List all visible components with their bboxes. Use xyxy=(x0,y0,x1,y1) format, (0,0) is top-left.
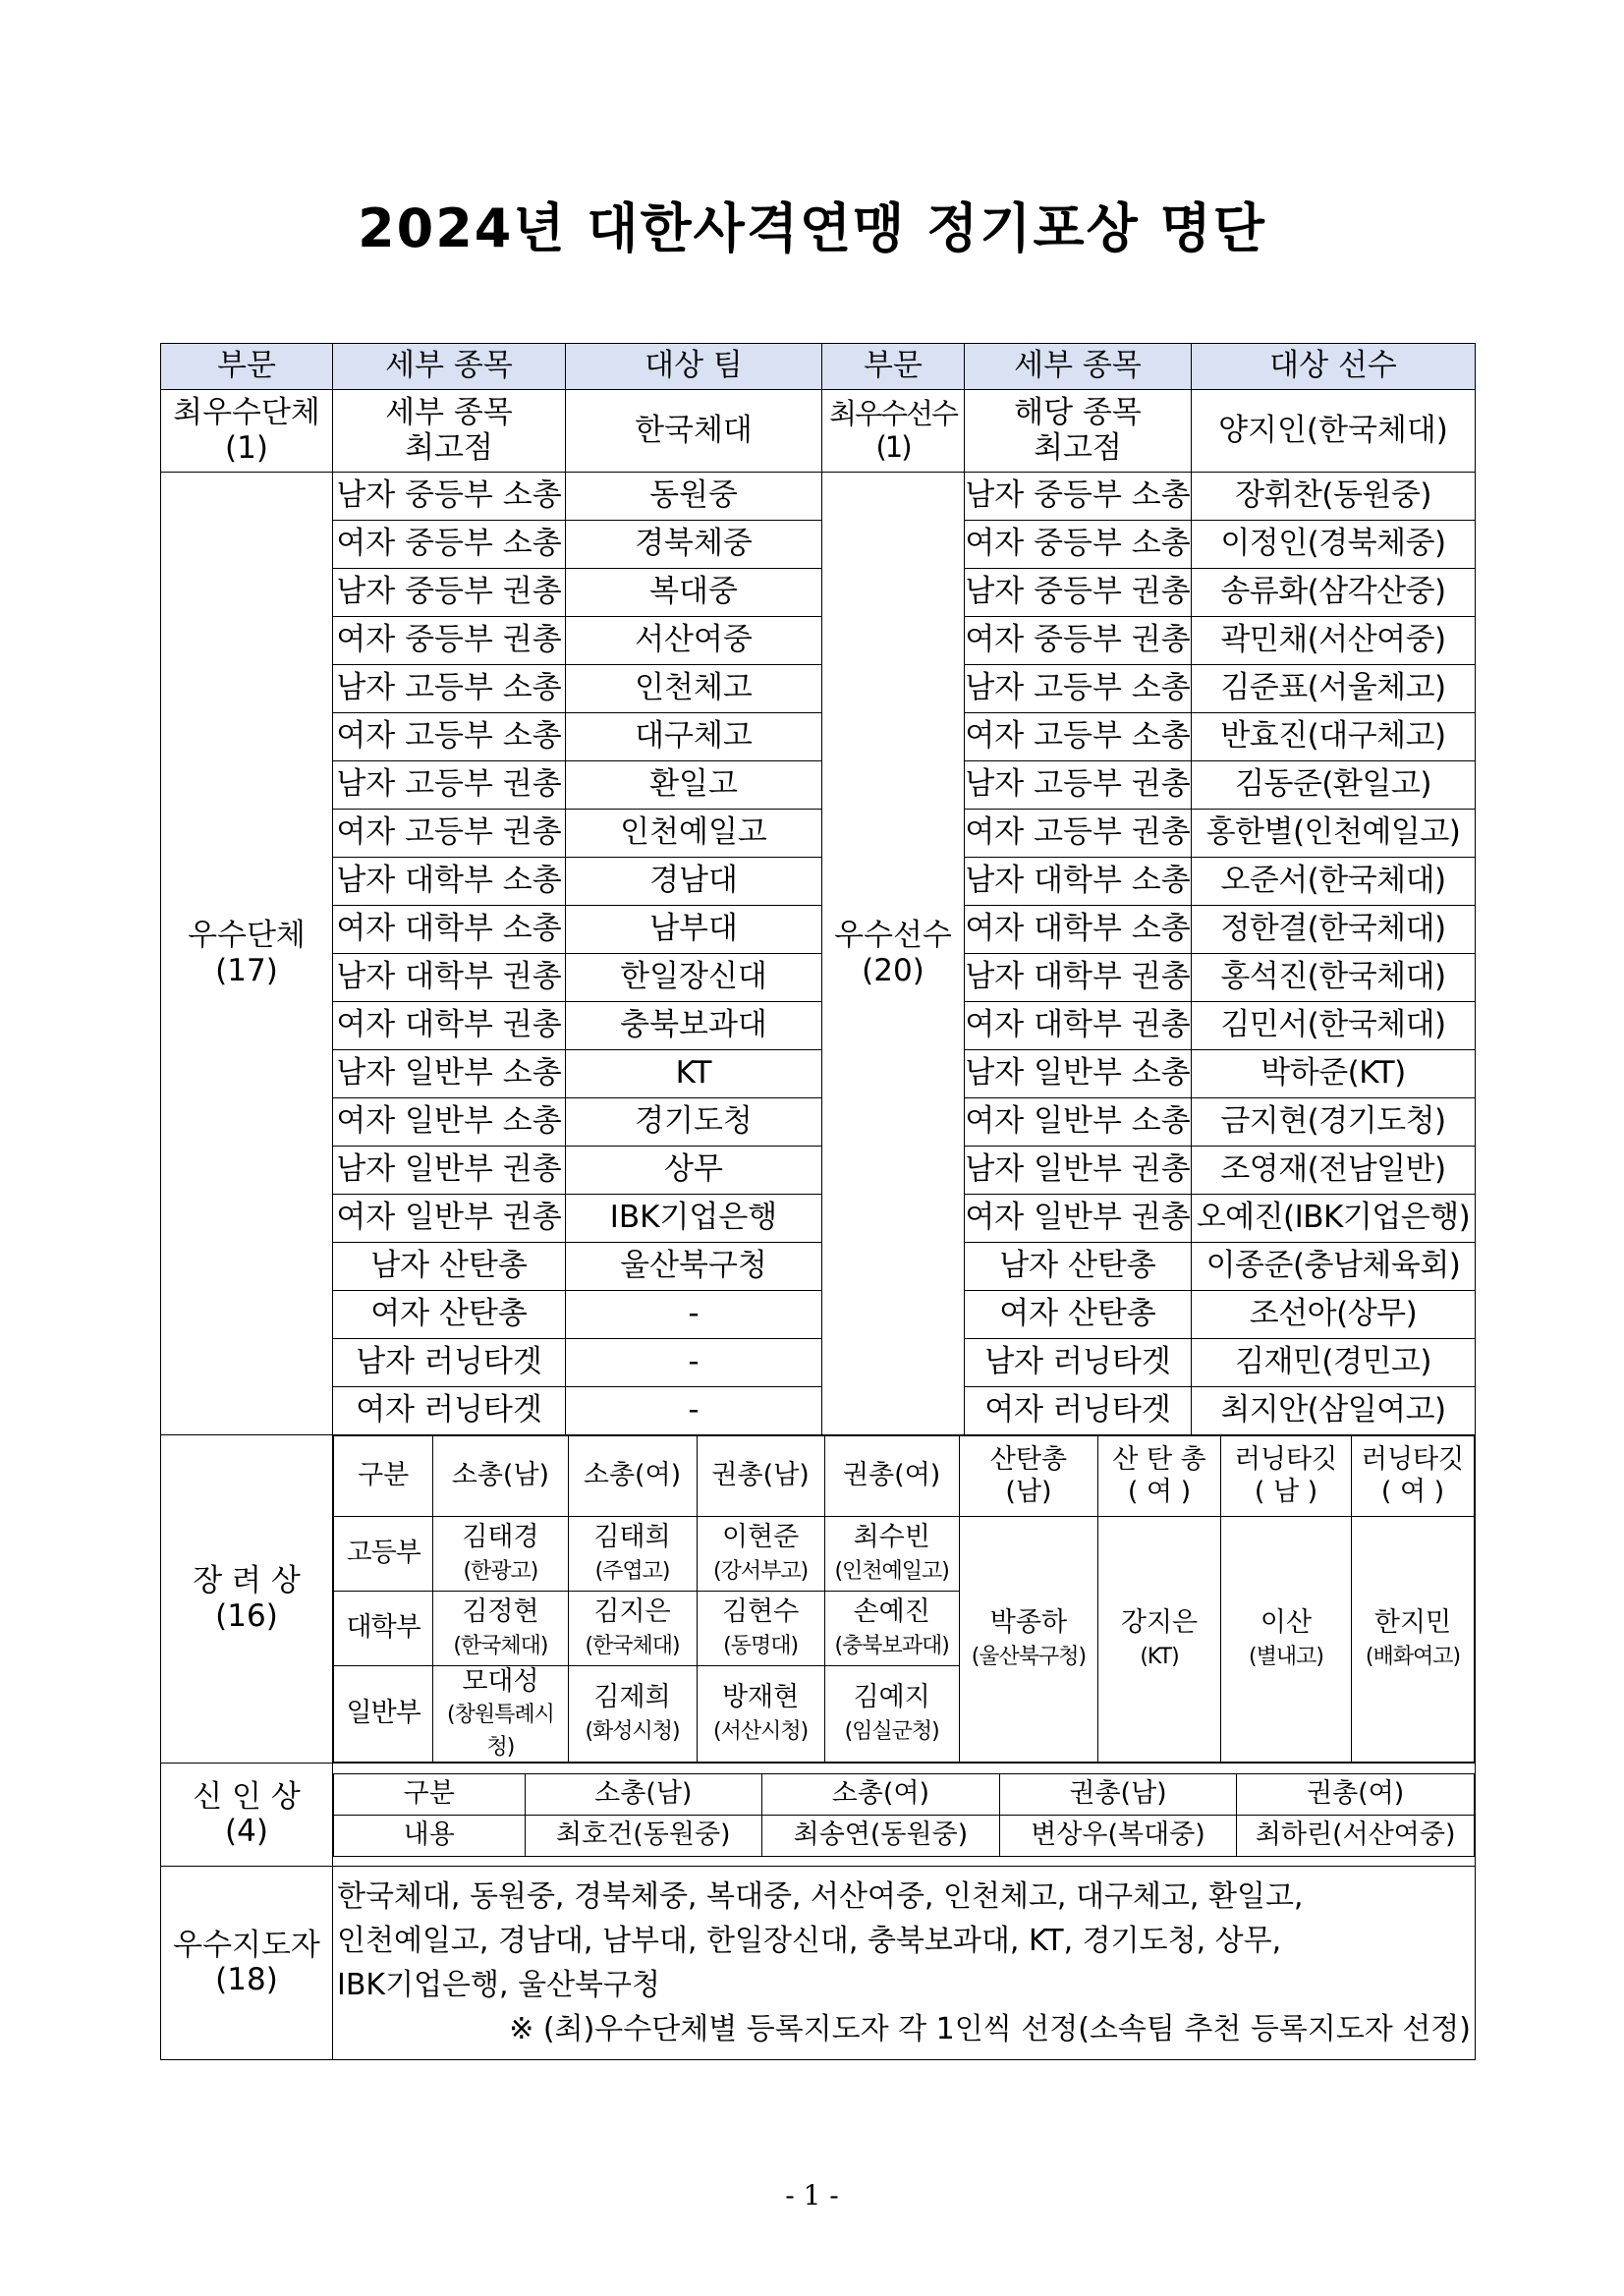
team-event: 여자 고등부 권총 xyxy=(333,810,566,858)
excellent-row xyxy=(161,713,1476,761)
winner-name: 이현준 xyxy=(721,1522,800,1553)
player-name: 조선아(상무) xyxy=(1192,1291,1476,1339)
player-event: 여자 고등부 소총 xyxy=(965,713,1192,761)
encourage-cell xyxy=(433,1517,568,1592)
shot-head-l2: (남) xyxy=(1005,1476,1052,1507)
mentor-list xyxy=(333,1867,1476,2060)
encourage-head: 소총(여) xyxy=(568,1436,697,1517)
rookie-cell: 최호건(동원중) xyxy=(525,1815,762,1856)
winner-name: 모대성 xyxy=(462,1666,539,1697)
player-name: 장휘찬(동원중) xyxy=(1192,473,1476,521)
rookie-head: 권총(남) xyxy=(999,1773,1237,1815)
encourage-category xyxy=(161,1435,333,1764)
team-name: 복대중 xyxy=(566,569,822,617)
team-event: 남자 대학부 권총 xyxy=(333,954,566,1002)
team-name: KT xyxy=(566,1050,822,1098)
mentor-line: 인천예일고, 경남대, 남부대, 한일장신대, 충북보과대, KT, 경기도청, 상무, xyxy=(337,1924,1282,1959)
player-name: 곽민채(서산여중) xyxy=(1192,617,1476,665)
team-name: 인천체고 xyxy=(566,665,822,713)
team-event: 남자 대학부 소총 xyxy=(333,858,566,906)
encourage-head: 구분 xyxy=(334,1436,433,1517)
winner-team: (KT) xyxy=(1140,1644,1179,1669)
player-event: 여자 러닝타겟 xyxy=(965,1387,1192,1435)
winner-team: (한광고) xyxy=(463,1558,538,1584)
winner-name: 이산 xyxy=(1260,1607,1313,1639)
encourage-cell xyxy=(568,1666,697,1763)
player-name: 김준표(서울체고) xyxy=(1192,665,1476,713)
winner-team: (배화여고) xyxy=(1365,1644,1461,1669)
winner-team: (강서부고) xyxy=(712,1558,809,1584)
encourage-shot-cell xyxy=(1352,1517,1475,1763)
winner-team: (인천예일고) xyxy=(834,1558,949,1584)
team-name: 경북체중 xyxy=(566,521,822,569)
encourage-cell xyxy=(824,1592,959,1666)
encourage-shot-head xyxy=(1220,1436,1351,1517)
best-team-event xyxy=(333,390,566,473)
player-name: 조영재(전남일반) xyxy=(1192,1147,1476,1195)
best-player-name: 양지인(한국체대) xyxy=(1192,390,1476,473)
best-player-category xyxy=(822,390,965,473)
encourage-cell xyxy=(697,1592,824,1666)
encourage-cell xyxy=(433,1666,568,1763)
best-player-event xyxy=(965,390,1192,473)
winner-name: 김제희 xyxy=(593,1682,671,1713)
team-event: 남자 일반부 권총 xyxy=(333,1147,566,1195)
player-name: 송류화(삼각산중) xyxy=(1192,569,1476,617)
best-row xyxy=(161,390,1476,473)
player-name: 김민서(한국체대) xyxy=(1192,1002,1476,1050)
best-team-name: 한국체대 xyxy=(566,390,822,473)
excellent-row xyxy=(161,1243,1476,1291)
best-player-label: 최우수선수 xyxy=(828,397,958,431)
encourage-cell xyxy=(433,1592,568,1666)
excellent-row xyxy=(161,1002,1476,1050)
team-event: 여자 일반부 소총 xyxy=(333,1098,566,1147)
encourage-division: 대학부 xyxy=(334,1592,433,1666)
excellent-row xyxy=(161,1050,1476,1098)
team-name: IBK기업은행 xyxy=(566,1195,822,1243)
excellent-row xyxy=(161,1195,1476,1243)
excellent-team-label: 우수단체 xyxy=(188,917,306,953)
shot-head-l1: 러닝타깃 xyxy=(1361,1444,1465,1476)
winner-name: 박종하 xyxy=(989,1607,1068,1639)
encourage-count: (16) xyxy=(215,1597,278,1634)
encourage-shot-cell xyxy=(1098,1517,1221,1763)
team-event: 여자 중등부 권총 xyxy=(333,617,566,665)
team-event: 여자 고등부 소총 xyxy=(333,713,566,761)
team-name: 동원중 xyxy=(566,473,822,521)
excellent-player-count: (20) xyxy=(862,952,924,988)
encourage-head: 권총(남) xyxy=(697,1436,824,1517)
encourage-shot-head xyxy=(1098,1436,1221,1517)
rookie-head: 소총(여) xyxy=(762,1773,1000,1815)
excellent-row xyxy=(161,858,1476,906)
rookie-category xyxy=(161,1764,333,1867)
encourage-subtable xyxy=(333,1435,1475,1763)
team-name: 경남대 xyxy=(566,858,822,906)
excellent-row xyxy=(161,665,1476,713)
page-number: - 1 - xyxy=(785,2179,839,2212)
event-line1: 해당 종목 xyxy=(1014,394,1142,430)
player-event: 남자 산탄총 xyxy=(965,1243,1192,1291)
winner-team: (동명대) xyxy=(723,1633,799,1658)
excellent-player-label: 우수선수 xyxy=(834,917,952,953)
player-name: 김재민(경민고) xyxy=(1192,1339,1476,1387)
winner-name: 김정현 xyxy=(462,1596,539,1628)
rookie-head: 소총(남) xyxy=(525,1773,762,1815)
winner-team: (별내고) xyxy=(1249,1644,1323,1669)
excellent-row xyxy=(161,954,1476,1002)
encourage-row xyxy=(161,1435,1476,1764)
player-name: 정한결(한국체대) xyxy=(1192,906,1476,954)
team-name: 남부대 xyxy=(566,906,822,954)
rookie-subtable xyxy=(333,1773,1475,1857)
rookie-cell: 최하린(서산여중) xyxy=(1237,1815,1475,1856)
encourage-head-row xyxy=(334,1436,1475,1517)
header-team: 대상 팀 xyxy=(566,344,822,390)
best-team-category xyxy=(161,390,333,473)
team-event: 남자 중등부 소총 xyxy=(333,473,566,521)
encourage-division: 일반부 xyxy=(334,1666,433,1763)
player-event: 여자 산탄총 xyxy=(965,1291,1192,1339)
team-name: - xyxy=(566,1387,822,1435)
header-event: 세부 종목 xyxy=(965,344,1192,390)
winner-team: (충북보과대) xyxy=(834,1633,949,1658)
player-event: 여자 대학부 소총 xyxy=(965,906,1192,954)
winner-team: (화성시청) xyxy=(585,1718,680,1744)
team-event: 남자 일반부 소총 xyxy=(333,1050,566,1098)
encourage-detail xyxy=(333,1435,1476,1764)
team-event: 여자 러닝타겟 xyxy=(333,1387,566,1435)
team-name: - xyxy=(566,1291,822,1339)
player-name: 이정인(경북체중) xyxy=(1192,521,1476,569)
player-name: 홍석진(한국체대) xyxy=(1192,954,1476,1002)
best-team-label: 최우수단체 xyxy=(173,394,320,430)
player-event: 남자 대학부 권총 xyxy=(965,954,1192,1002)
team-event: 남자 고등부 소총 xyxy=(333,665,566,713)
player-event: 여자 중등부 소총 xyxy=(965,521,1192,569)
winner-name: 김현수 xyxy=(721,1596,800,1628)
rookie-head: 권총(여) xyxy=(1237,1773,1475,1815)
player-event: 남자 러닝타겟 xyxy=(965,1339,1192,1387)
team-event: 남자 중등부 권총 xyxy=(333,569,566,617)
team-name: 경기도청 xyxy=(566,1098,822,1147)
header-player: 대상 선수 xyxy=(1192,344,1476,390)
encourage-shot-head xyxy=(1352,1436,1475,1517)
player-event: 남자 일반부 소총 xyxy=(965,1050,1192,1098)
shot-head-l1: 산탄총 xyxy=(989,1444,1068,1476)
rookie-cell: 최송연(동원중) xyxy=(762,1815,1000,1856)
team-name: 인천예일고 xyxy=(566,810,822,858)
winner-name: 최수빈 xyxy=(853,1522,930,1553)
player-name: 최지안(삼일여고) xyxy=(1192,1387,1476,1435)
event-line2: 최고점 xyxy=(405,429,493,466)
team-name: - xyxy=(566,1339,822,1387)
player-event: 남자 중등부 소총 xyxy=(965,473,1192,521)
player-name: 오예진(IBK기업은행) xyxy=(1192,1195,1476,1243)
encourage-head: 소총(남) xyxy=(433,1436,568,1517)
winner-name: 김지은 xyxy=(593,1596,671,1628)
mentor-note: ※ (최)우수단체별 등록지도자 각 1인씩 선정(소속팀 추천 등록지도자 선정) xyxy=(509,2012,1471,2047)
team-name: 상무 xyxy=(566,1147,822,1195)
header-row xyxy=(161,344,1476,390)
player-event: 남자 일반부 권총 xyxy=(965,1147,1192,1195)
player-event: 남자 대학부 소총 xyxy=(965,858,1192,906)
rookie-row xyxy=(161,1764,1476,1867)
encourage-cell xyxy=(568,1517,697,1592)
event-line1: 세부 종목 xyxy=(385,394,513,430)
team-name: 울산북구청 xyxy=(566,1243,822,1291)
team-event: 남자 산탄총 xyxy=(333,1243,566,1291)
excellent-row xyxy=(161,1339,1476,1387)
mentor-count: (18) xyxy=(215,1962,278,1998)
mentor-category xyxy=(161,1867,333,2060)
team-name: 충북보과대 xyxy=(566,1002,822,1050)
header-category: 부문 xyxy=(822,344,965,390)
header-event: 세부 종목 xyxy=(333,344,566,390)
winner-team: (주엽고) xyxy=(594,1558,670,1584)
encourage-shot-cell xyxy=(959,1517,1097,1763)
excellent-row xyxy=(161,569,1476,617)
winner-name: 김예지 xyxy=(853,1682,930,1713)
excellent-row xyxy=(161,1387,1476,1435)
team-name: 서산여중 xyxy=(566,617,822,665)
winner-name: 방재현 xyxy=(721,1682,800,1713)
excellent-row xyxy=(161,473,1476,521)
player-name: 오준서(한국체대) xyxy=(1192,858,1476,906)
team-event: 여자 중등부 소총 xyxy=(333,521,566,569)
rookie-cell: 변상우(복대중) xyxy=(999,1815,1237,1856)
excellent-row xyxy=(161,761,1476,810)
player-name: 박하준(KT) xyxy=(1192,1050,1476,1098)
encourage-label: 장 려 상 xyxy=(193,1562,301,1598)
player-event: 여자 일반부 권총 xyxy=(965,1195,1192,1243)
excellent-row xyxy=(161,521,1476,569)
player-event: 여자 고등부 권총 xyxy=(965,810,1192,858)
excellent-player-category xyxy=(822,473,965,1435)
winner-name: 김태희 xyxy=(593,1522,671,1553)
excellent-row xyxy=(161,1291,1476,1339)
team-event: 여자 대학부 권총 xyxy=(333,1002,566,1050)
shot-head-l2: ( 여 ) xyxy=(1127,1476,1192,1507)
encourage-cell xyxy=(568,1592,697,1666)
player-name: 홍한별(인천예일고) xyxy=(1192,810,1476,858)
encourage-row xyxy=(334,1517,1475,1592)
mentor-line: IBK기업은행, 울산북구청 xyxy=(337,1968,660,2003)
player-event: 남자 고등부 소총 xyxy=(965,665,1192,713)
player-event: 여자 대학부 권총 xyxy=(965,1002,1192,1050)
player-event: 여자 일반부 소총 xyxy=(965,1098,1192,1147)
rookie-detail xyxy=(333,1764,1476,1867)
encourage-division: 고등부 xyxy=(334,1517,433,1592)
encourage-shot-cell xyxy=(1220,1517,1351,1763)
page-title: 2024년 대한사격연맹 정기포상 명단 xyxy=(358,197,1266,259)
rookie-head: 구분 xyxy=(334,1773,526,1815)
excellent-team-category xyxy=(161,473,333,1435)
encourage-shot-head xyxy=(959,1436,1097,1517)
player-event: 여자 중등부 권총 xyxy=(965,617,1192,665)
team-event: 여자 대학부 소총 xyxy=(333,906,566,954)
shot-head-l2: ( 남 ) xyxy=(1254,1476,1318,1507)
encourage-cell xyxy=(824,1517,959,1592)
encourage-head: 권총(여) xyxy=(824,1436,959,1517)
player-event: 남자 고등부 권총 xyxy=(965,761,1192,810)
best-player-count: (1) xyxy=(875,429,911,464)
award-table xyxy=(160,343,1476,2060)
mentor-label: 우수지도자 xyxy=(173,1927,320,1963)
team-event: 여자 일반부 권총 xyxy=(333,1195,566,1243)
encourage-cell xyxy=(697,1666,824,1763)
encourage-cell xyxy=(697,1517,824,1592)
event-line2: 최고점 xyxy=(1034,429,1122,466)
player-name: 김동준(환일고) xyxy=(1192,761,1476,810)
winner-name: 김태경 xyxy=(462,1522,539,1553)
rookie-count: (4) xyxy=(225,1814,268,1850)
team-event: 여자 산탄총 xyxy=(333,1291,566,1339)
player-event: 남자 중등부 권총 xyxy=(965,569,1192,617)
excellent-row xyxy=(161,906,1476,954)
winner-name: 한지민 xyxy=(1373,1607,1452,1639)
rookie-cell: 내용 xyxy=(334,1815,526,1856)
shot-head-l1: 산 탄 총 xyxy=(1112,1444,1206,1476)
player-name: 반효진(대구체고) xyxy=(1192,713,1476,761)
encourage-cell xyxy=(824,1666,959,1763)
winner-team: (한국체대) xyxy=(453,1633,548,1658)
team-name: 대구체고 xyxy=(566,713,822,761)
winner-team: (창원특례시청) xyxy=(447,1703,554,1760)
excellent-row xyxy=(161,1098,1476,1147)
player-name: 금지현(경기도청) xyxy=(1192,1098,1476,1147)
winner-name: 강지은 xyxy=(1120,1607,1199,1639)
excellent-row xyxy=(161,810,1476,858)
excellent-row xyxy=(161,1147,1476,1195)
shot-head-l2: ( 여 ) xyxy=(1380,1476,1445,1507)
winner-team: (서산시청) xyxy=(712,1718,809,1744)
shot-head-l1: 러닝타깃 xyxy=(1234,1444,1338,1476)
winner-team: (한국체대) xyxy=(585,1633,680,1658)
winner-team: (임실군청) xyxy=(844,1718,939,1744)
team-event: 남자 러닝타겟 xyxy=(333,1339,566,1387)
mentor-line: 한국체대, 동원중, 경북체중, 복대중, 서산여중, 인천체고, 대구체고, 환일고, xyxy=(337,1879,1304,1915)
team-event: 남자 고등부 권총 xyxy=(333,761,566,810)
player-name: 이종준(충남체육회) xyxy=(1192,1243,1476,1291)
team-name: 환일고 xyxy=(566,761,822,810)
excellent-row xyxy=(161,617,1476,665)
rookie-label: 신 인 상 xyxy=(193,1778,301,1815)
rookie-value-row xyxy=(334,1815,1475,1856)
excellent-team-count: (17) xyxy=(215,952,278,988)
mentor-row xyxy=(161,1867,1476,2060)
team-name: 한일장신대 xyxy=(566,954,822,1002)
rookie-head-row xyxy=(334,1773,1475,1815)
winner-name: 손예진 xyxy=(853,1596,930,1628)
best-team-count: (1) xyxy=(225,429,268,466)
header-category: 부문 xyxy=(161,344,333,390)
winner-team: (울산북구청) xyxy=(971,1644,1087,1669)
